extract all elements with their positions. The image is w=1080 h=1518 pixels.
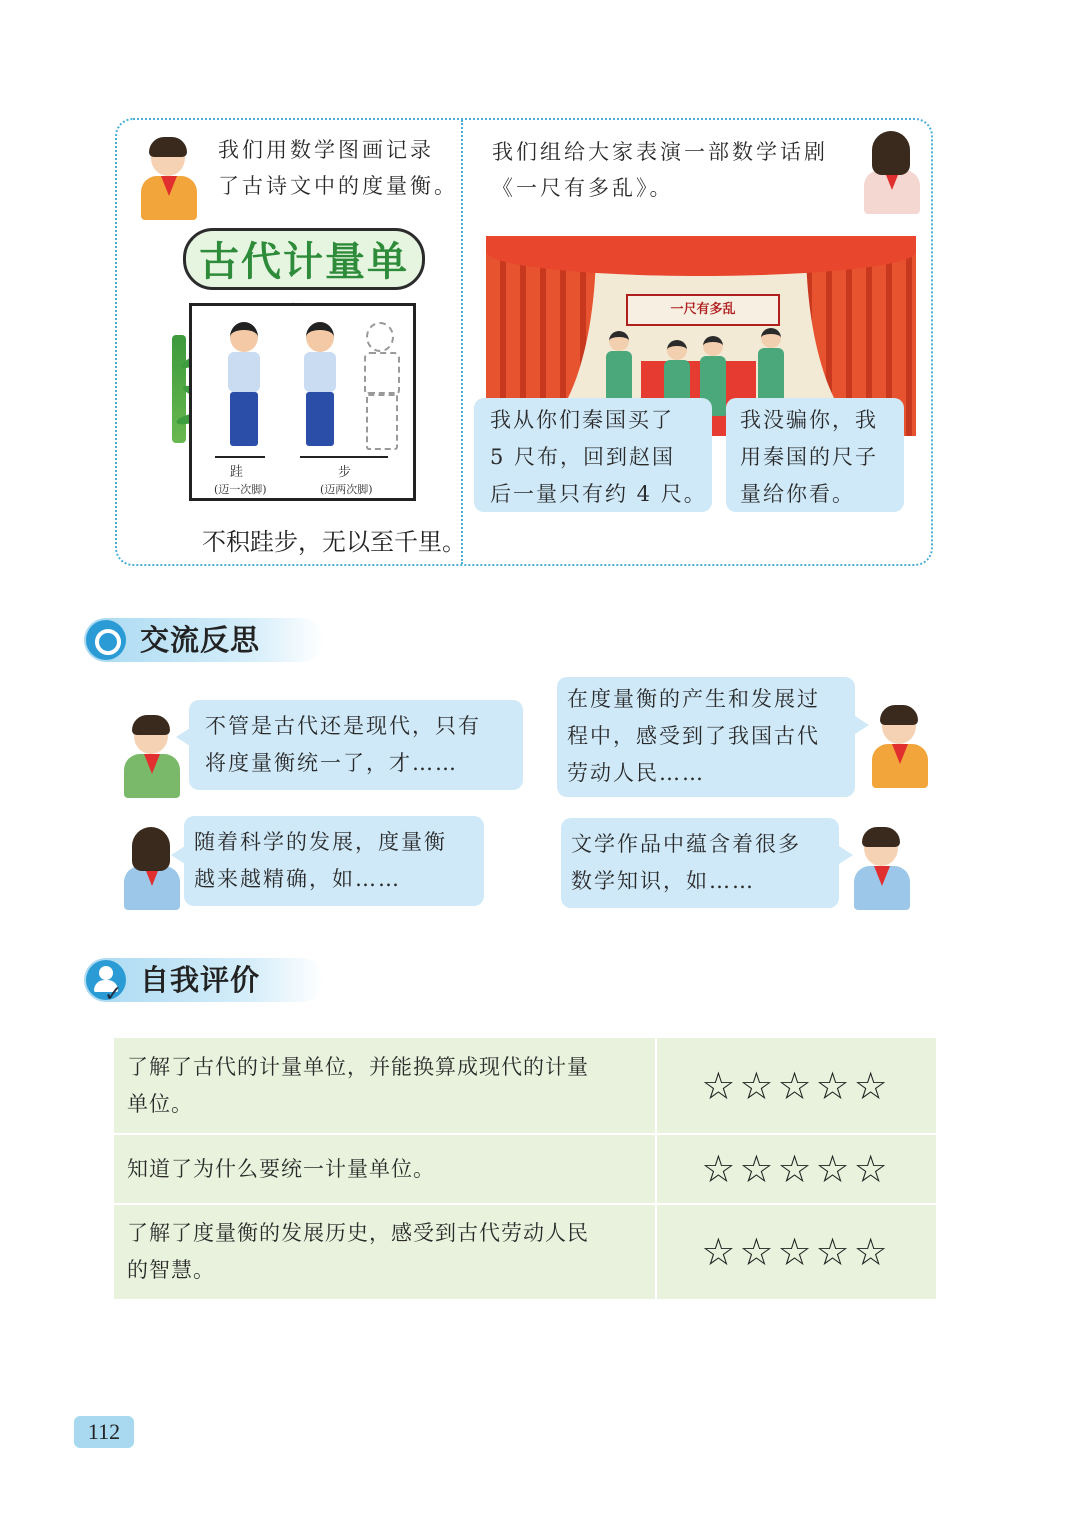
girl-figure-right — [860, 134, 930, 214]
bubble-line: 我从你们秦国买了 — [490, 408, 674, 432]
criterion-line: 知道了为什么要统一计量单位。 — [127, 1156, 435, 1181]
bubble-tail — [171, 846, 185, 864]
bubble-line: 不管是古代还是现代，只有 — [205, 714, 481, 738]
bubble-line: 数学知识，如…… — [571, 869, 755, 893]
left-caption — [218, 132, 458, 204]
bu-note: (迈两次脚) — [320, 483, 373, 496]
bu-ruler — [300, 456, 388, 458]
table-row — [114, 1204, 936, 1300]
section-header-reflect — [84, 618, 324, 662]
bubble-line: 程中，感受到了我国古代 — [567, 724, 820, 748]
bubble-line: 后一量只有约 4 尺。 — [490, 482, 707, 506]
star-rating[interactable]: ☆☆☆☆☆ — [656, 1038, 936, 1134]
bubble-line: 随着科学的发展，度量衡 — [194, 830, 447, 854]
panel-divider — [461, 120, 463, 564]
self-evaluation-icon: ✓ — [86, 960, 126, 1000]
girl-figure — [120, 830, 190, 910]
kui-label: 跬 — [230, 465, 244, 480]
right-caption-line2: 《一尺有多乱》。 — [492, 176, 674, 200]
star-rating[interactable]: ☆☆☆☆☆ — [656, 1204, 936, 1300]
boy-figure — [850, 830, 920, 910]
dialogue-bubble-qin — [474, 398, 712, 512]
walking-boy-figure — [222, 322, 266, 452]
dashed-boy-figure — [358, 322, 402, 452]
reflect-icon — [86, 620, 126, 660]
poster-title: 古代计量单 — [183, 228, 425, 290]
star-rating[interactable]: ☆☆☆☆☆ — [656, 1134, 936, 1204]
criterion-line: 了解了度量衡的发展历史，感受到古代劳动人民 — [127, 1221, 589, 1245]
dialogue-bubble-reply — [726, 398, 904, 512]
boy-figure — [868, 708, 938, 788]
bubble-line: 用秦国的尺子 — [740, 445, 878, 469]
reflect-bubble-4 — [561, 818, 839, 908]
criterion-line: 了解了古代的计量单位，并能换算成现代的计量 — [127, 1054, 589, 1079]
stage-banner: 一尺有多乱 — [626, 294, 780, 326]
bu-label: 步 — [338, 465, 352, 480]
left-caption-line2: 了古诗文中的度量衡。 — [218, 174, 458, 198]
kui-ruler — [215, 456, 265, 458]
bubble-line: 量给你看。 — [740, 482, 855, 506]
bubble-line: 5 尺布，回到赵国 — [490, 445, 676, 469]
bubble-tail — [855, 716, 869, 734]
section-header-eval — [84, 958, 324, 1007]
boy-figure-left — [137, 140, 207, 220]
bubble-line: 在度量衡的产生和发展过 — [567, 687, 820, 711]
criterion-line: 的智慧。 — [127, 1258, 215, 1282]
reflect-bubble-1 — [189, 700, 523, 790]
section-title: 自我评价 — [140, 963, 261, 997]
eval-criterion — [114, 1134, 656, 1204]
page-number: 112 — [74, 1416, 134, 1448]
poster-motto: 不积跬步，无以至千里。 — [202, 528, 466, 556]
left-caption-line1: 我们用数学图画记录 — [218, 138, 434, 162]
bubble-line: 文学作品中蕴含着很多 — [571, 832, 801, 856]
table-row — [114, 1134, 936, 1204]
bubble-tail — [176, 728, 190, 746]
right-caption-line1: 我们组给大家表演一部数学话剧 — [492, 140, 828, 164]
reflect-bubble-2 — [557, 677, 855, 797]
actor-figure — [758, 328, 784, 408]
table-row — [114, 1038, 936, 1134]
bubble-line: 我没骗你，我 — [740, 408, 878, 432]
section-title: 交流反思 — [140, 623, 261, 657]
eval-criterion — [114, 1038, 656, 1134]
eval-criterion — [114, 1204, 656, 1300]
bubble-line: 劳动人民…… — [567, 761, 705, 785]
bubble-line: 将度量衡统一了，才…… — [205, 751, 458, 775]
reflect-bubble-3 — [184, 816, 484, 906]
self-evaluation-table — [114, 1038, 936, 1301]
walking-boy-figure — [298, 322, 342, 452]
kui-note: (迈一次脚) — [214, 483, 267, 496]
criterion-line: 单位。 — [127, 1091, 193, 1116]
bubble-line: 越来越精确，如…… — [194, 867, 401, 891]
right-caption — [492, 134, 828, 206]
